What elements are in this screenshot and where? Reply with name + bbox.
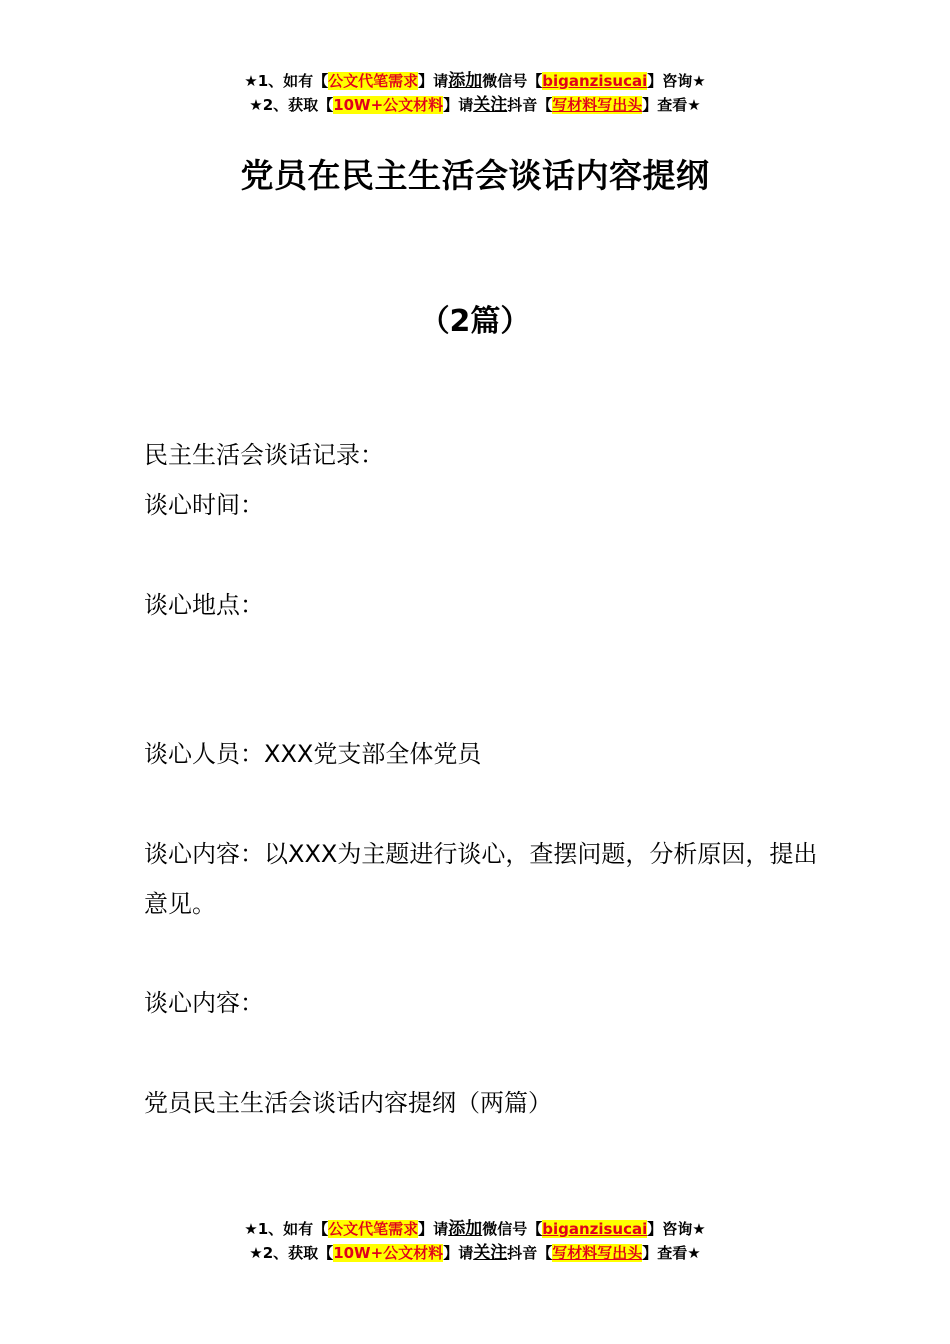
banner-text: 】咨询★: [647, 1220, 706, 1238]
banner-text: ★1、如有【: [244, 1220, 329, 1238]
paragraph-talk-time: 谈心时间：: [144, 491, 264, 519]
highlight-wechat-id: biganzisucai: [542, 72, 648, 90]
banner-text: 抖音【: [507, 96, 553, 114]
banner-text: ★2、获取【: [249, 1244, 334, 1262]
paragraph-talk-content-label: 谈心内容：: [144, 989, 264, 1017]
banner-text: 】查看★: [642, 96, 701, 114]
banner-text: ★1、如有【: [244, 72, 329, 90]
header-banner: [0, 69, 950, 117]
banner-text: 微信号【: [482, 72, 543, 90]
paragraph-record-heading: 民主生活会谈话记录：: [144, 441, 384, 469]
highlight-materials: 10W+公文材料: [333, 96, 444, 114]
banner-emphasis: 添加: [448, 71, 483, 91]
highlight-service: 公文代笔需求: [328, 1220, 419, 1238]
document-title: 党员在民主生活会谈话内容提纲: [240, 156, 710, 195]
paragraph-outline-title: 党员民主生活会谈话内容提纲（两篇）: [144, 1089, 552, 1117]
banner-line-1: [0, 1217, 950, 1241]
highlight-materials: 10W+公文材料: [333, 1244, 444, 1262]
highlight-service: 公文代笔需求: [328, 72, 419, 90]
document-subtitle: （2篇）: [419, 304, 531, 339]
banner-line-2: [0, 1241, 950, 1265]
banner-emphasis: 添加: [448, 1219, 483, 1239]
paragraph-talk-content: 谈心内容：以XXX为主题进行谈心，查摆问题，分析原因，提出意见。: [144, 840, 818, 918]
highlight-douyin-id: 写材料写出头: [552, 1244, 643, 1262]
banner-line-1: [0, 69, 950, 93]
banner-text: 微信号【: [482, 1220, 543, 1238]
highlight-douyin-id: 写材料写出头: [552, 96, 643, 114]
banner-text: 抖音【: [507, 1244, 553, 1262]
banner-text: 】请: [418, 72, 449, 90]
banner-text: ★2、获取【: [249, 96, 334, 114]
paragraph-talk-participants: 谈心人员：XXX党支部全体党员: [144, 740, 482, 768]
banner-emphasis: 关注: [473, 1243, 508, 1263]
banner-text: 】请: [443, 96, 474, 114]
footer-banner: [0, 1217, 950, 1265]
banner-text: 】请: [443, 1244, 474, 1262]
paragraph-talk-location: 谈心地点：: [144, 591, 264, 619]
banner-text: 】请: [418, 1220, 449, 1238]
banner-text: 】咨询★: [647, 72, 706, 90]
banner-emphasis: 关注: [473, 95, 508, 115]
banner-line-2: [0, 93, 950, 117]
highlight-wechat-id: biganzisucai: [542, 1220, 648, 1238]
banner-text: 】查看★: [642, 1244, 701, 1262]
